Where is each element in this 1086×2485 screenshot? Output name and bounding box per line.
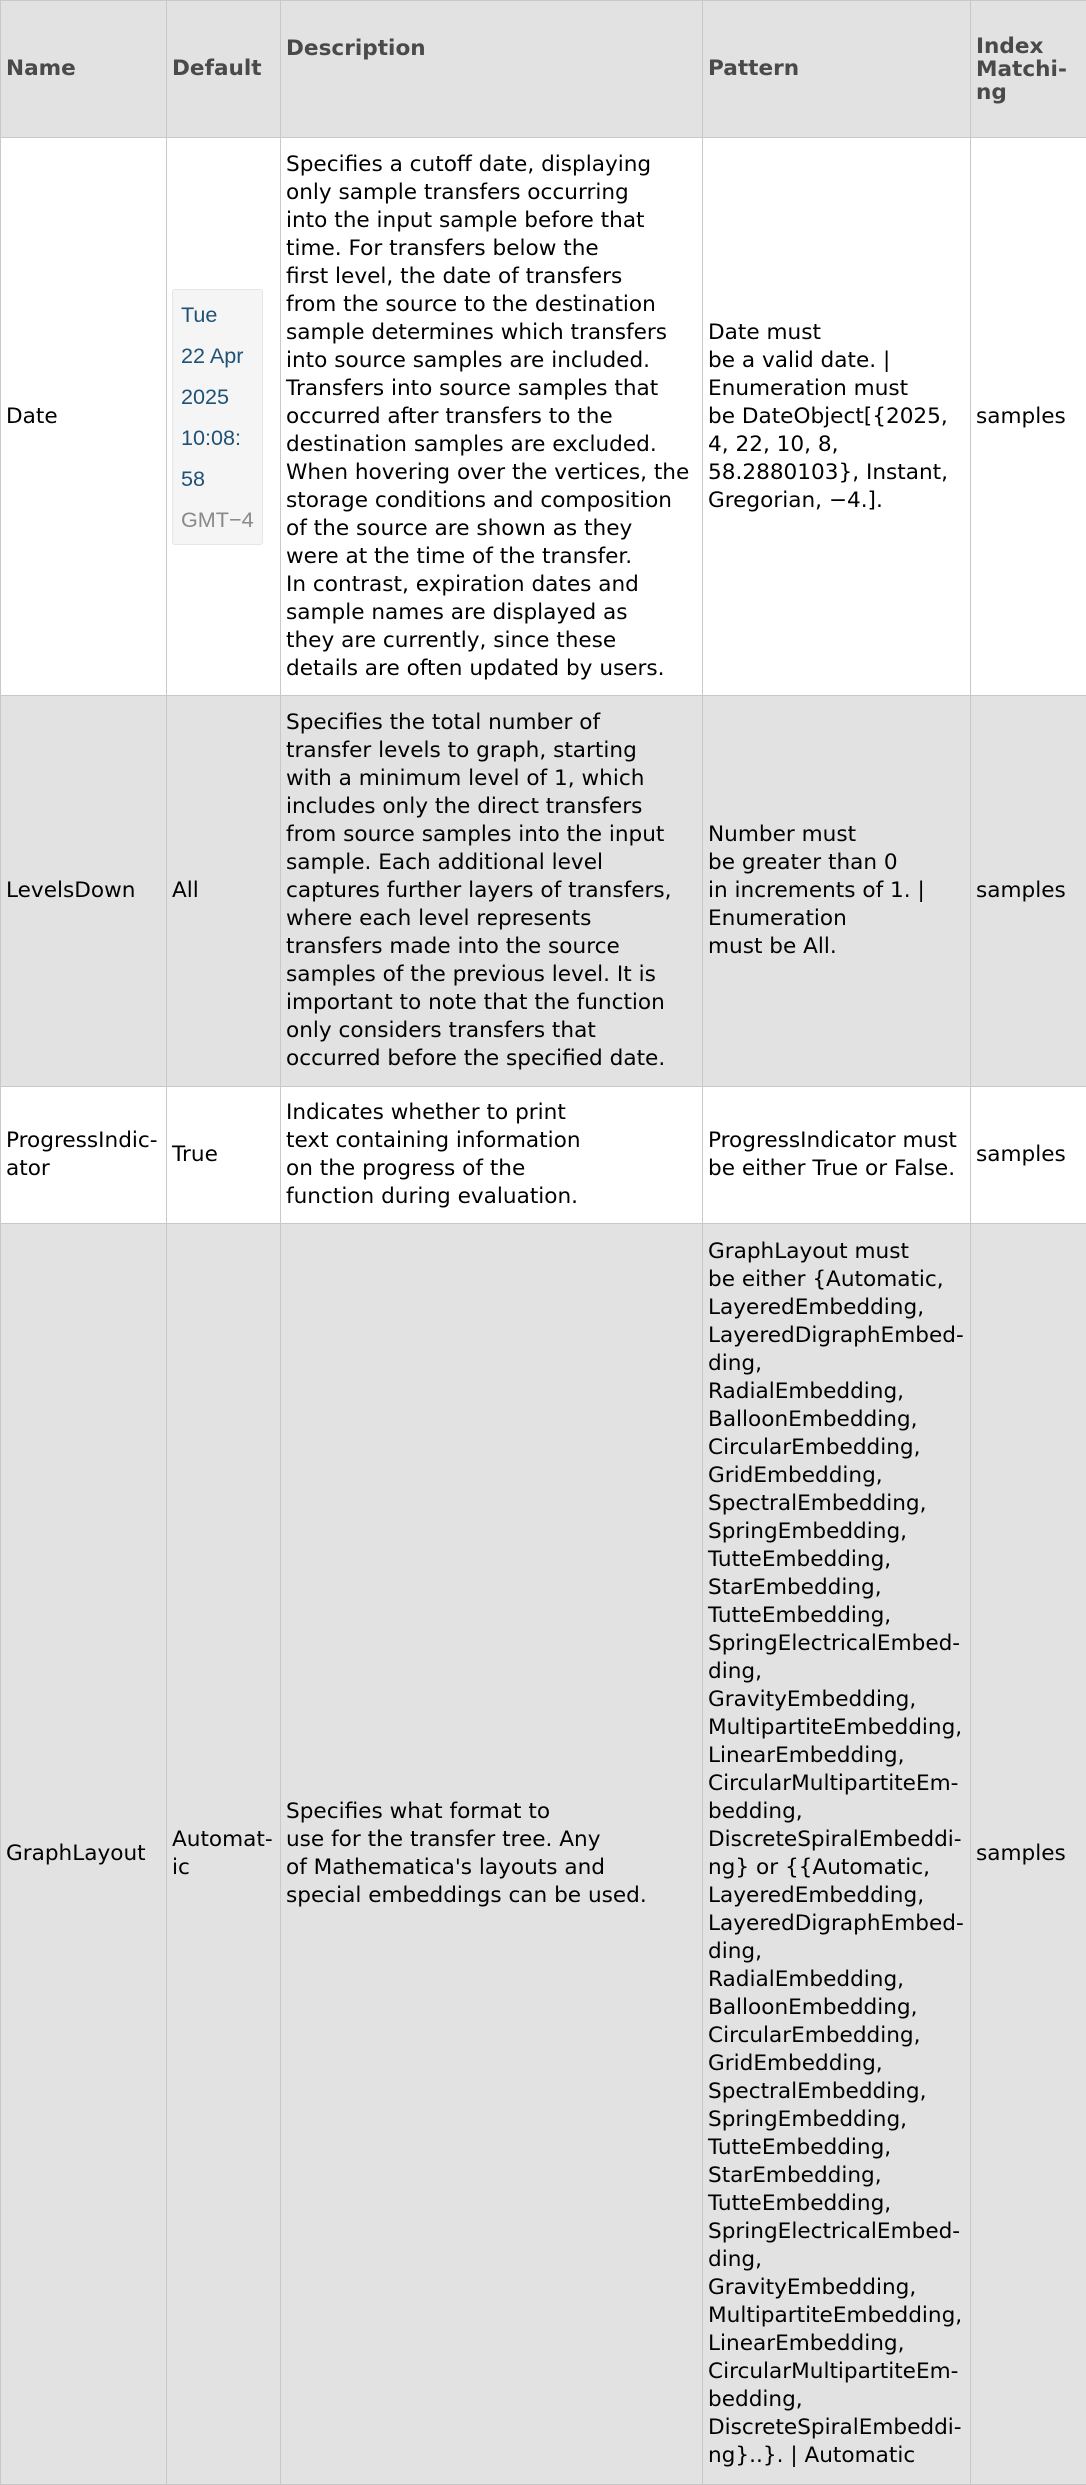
option-default: True bbox=[167, 1087, 281, 1224]
table-row bbox=[1, 696, 1086, 1087]
option-description: Specifies the total number of transfer levels to graph, starting with a minimum level of 1, which includes only the direct transfers from source samples into the input sample. Each additional level captures further layers of transfers, where each level represents transfers made into the source samples of the previous level. It is important to note that the function only considers transfers that occurred before the specified date. bbox=[281, 696, 703, 1087]
table-row bbox=[1, 138, 1086, 696]
option-pattern: ProgressIndicator must be either True or False. bbox=[703, 1087, 971, 1224]
option-pattern: Date must be a valid date. | Enumeration must be DateObject[{2025, 4, 22, 10, 8, 58.2880103}, Instant, Gregorian, −4.]. bbox=[703, 138, 971, 696]
header-pattern: Pattern bbox=[703, 1, 971, 138]
option-description: Specifies what format to use for the transfer tree. Any of Mathematica's layouts and special embeddings can be used. bbox=[281, 1224, 703, 2485]
table-row bbox=[1, 1087, 1086, 1224]
option-index-matching: samples bbox=[971, 1224, 1086, 2485]
table-row bbox=[1, 1224, 1086, 2485]
option-description: Specifies a cutoff date, displaying only sample transfers occurring into the input sample before that time. For transfers below the first level, the date of transfers from the source to the destination sample determines which transfers into source samples are included. Transfers into source samples that occurred after transfers to the destination samples are excluded. When hovering over the vertices, the storage conditions and composition of the source are shown as they were at the time of the transfer. In contrast, expiration dates and sample names are displayed as they are currently, since these details are often updated by users. bbox=[281, 138, 703, 696]
option-index-matching: samples bbox=[971, 696, 1086, 1087]
header-row bbox=[1, 1, 1086, 138]
option-default: All bbox=[167, 696, 281, 1087]
header-name: Name bbox=[1, 1, 167, 138]
option-name: LevelsDown bbox=[1, 696, 167, 1087]
option-name: GraphLayout bbox=[1, 1224, 167, 2485]
option-index-matching: samples bbox=[971, 1087, 1086, 1224]
option-default: Automat- ic bbox=[167, 1224, 281, 2485]
header-description: Description bbox=[281, 1, 703, 138]
option-pattern: GraphLayout must be either {Automatic, LayeredEmbedding, LayeredDigraphEmbed- ding, RadialEmbedding, BalloonEmbedding, CircularEmbedding, GridEmbedding, SpectralEmbedding, SpringEmbedding, TutteEmbedding, StarEmbedding, TutteEmbedding, SpringElectricalEmbed- ding, GravityEmbedding, MultipartiteEmbedding, LinearEmbedding, CircularMultipartiteEm- bedding, DiscreteSpiralEmbeddi- ng} or {{Automatic, LayeredEmbedding, LayeredDigraphEmbed- ding, RadialEmbedding, BalloonEmbedding, CircularEmbedding, GridEmbedding, SpectralEmbedding, SpringEmbedding, TutteEmbedding, StarEmbedding, TutteEmbedding, SpringElectricalEmbed- ding, GravityEmbedding, MultipartiteEmbedding, LinearEmbedding, CircularMultipartiteEm- bedding, DiscreteSpiralEmbeddi- ng}..}. | Automatic bbox=[703, 1224, 971, 2485]
option-name: Date bbox=[1, 138, 167, 696]
option-name: ProgressIndic- ator bbox=[1, 1087, 167, 1224]
header-default: Default bbox=[167, 1, 281, 138]
option-description: Indicates whether to print text containing information on the progress of the function during evaluation. bbox=[281, 1087, 703, 1224]
header-index-matching: Index Matchi- ng bbox=[971, 1, 1086, 138]
default-date-value: Tue 22 Apr 2025 10:08: 58 GMT−4 bbox=[172, 289, 263, 545]
option-pattern: Number must be greater than 0 in increments of 1. | Enumeration must be All. bbox=[703, 696, 971, 1087]
option-default bbox=[167, 138, 281, 696]
option-index-matching: samples bbox=[971, 138, 1086, 696]
